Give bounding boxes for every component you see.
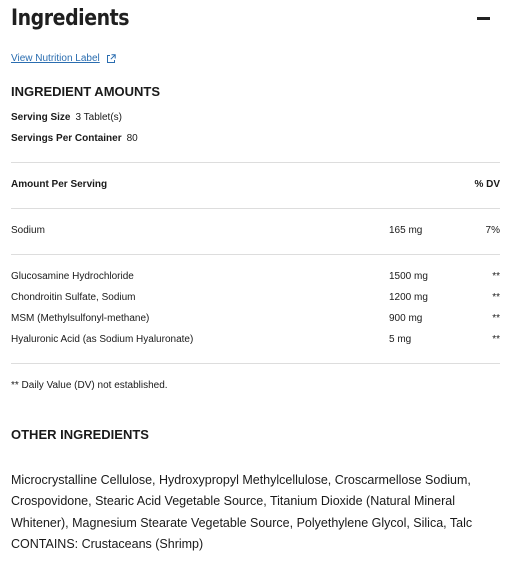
serving-size [11, 112, 122, 123]
contains-allergens: CONTAINS: Crustaceans (Shrimp) [11, 536, 204, 551]
ingredient-name: Glucosamine Hydrochloride [11, 271, 134, 282]
other-ingredients-line: Whitener), Magnesium Stearate Vegetable Source, Polyethylene Glycol, Silica, Talc [11, 515, 473, 530]
divider [11, 363, 500, 364]
serving-size-label: Serving Size [11, 112, 71, 123]
view-nutrition-label-link[interactable] [11, 53, 116, 64]
table-row [11, 313, 500, 327]
ingredient-name: Sodium [11, 225, 45, 236]
other-ingredients-line: Crospovidone, Stearic Acid Vegetable Source, Titanium Dioxide (Natural Mineral [11, 494, 455, 509]
table-row [11, 271, 500, 285]
serving-size-value: 3 Tablet(s) [75, 112, 122, 123]
ingredient-name: MSM (Methylsulfonyl-methane) [11, 313, 150, 324]
divider [11, 208, 500, 209]
ingredient-dv: ** [492, 313, 500, 324]
table-row [11, 334, 500, 348]
ingredient-name: Chondroitin Sulfate, Sodium [11, 292, 136, 303]
nutrition-link-label: View Nutrition Label [11, 53, 100, 64]
table-header-row [11, 179, 500, 193]
footnote: ** Daily Value (DV) not established. [11, 380, 168, 391]
amount-per-serving-header: Amount Per Serving [11, 179, 108, 190]
collapse-button[interactable] [475, 10, 495, 26]
section-title: Ingredients [11, 6, 130, 31]
other-ingredients-title: OTHER INGREDIENTS [11, 427, 149, 442]
ingredient-dv: ** [492, 271, 500, 282]
external-link-icon [106, 54, 116, 64]
ingredient-dv: ** [492, 292, 500, 303]
ingredient-dv: 7% [485, 225, 500, 236]
other-ingredients-text [11, 470, 511, 555]
ingredient-amounts-title: INGREDIENT AMOUNTS [11, 84, 161, 99]
ingredients-header [11, 0, 511, 40]
ingredient-amount: 1500 mg [389, 271, 428, 282]
servings-per-container-label: Servings Per Container [11, 133, 122, 144]
ingredient-dv: ** [492, 334, 500, 345]
ingredient-amount: 5 mg [389, 334, 412, 345]
divider [11, 162, 500, 163]
minus-icon [477, 17, 490, 20]
other-ingredients-line: Microcrystalline Cellulose, Hydroxypropyl Methylcellulose, Croscarmellose Sodium, [11, 473, 471, 487]
table-row-sodium [11, 225, 500, 239]
divider [11, 254, 500, 255]
ingredient-amount: 165 mg [389, 225, 423, 236]
table-row [11, 292, 500, 306]
servings-per-container [11, 133, 138, 144]
dv-header: % DV [474, 179, 500, 190]
ingredient-amount: 1200 mg [389, 292, 428, 303]
servings-per-container-value: 80 [126, 133, 138, 144]
ingredient-name: Hyaluronic Acid (as Sodium Hyaluronate) [11, 334, 194, 345]
ingredient-amount: 900 mg [389, 313, 423, 324]
